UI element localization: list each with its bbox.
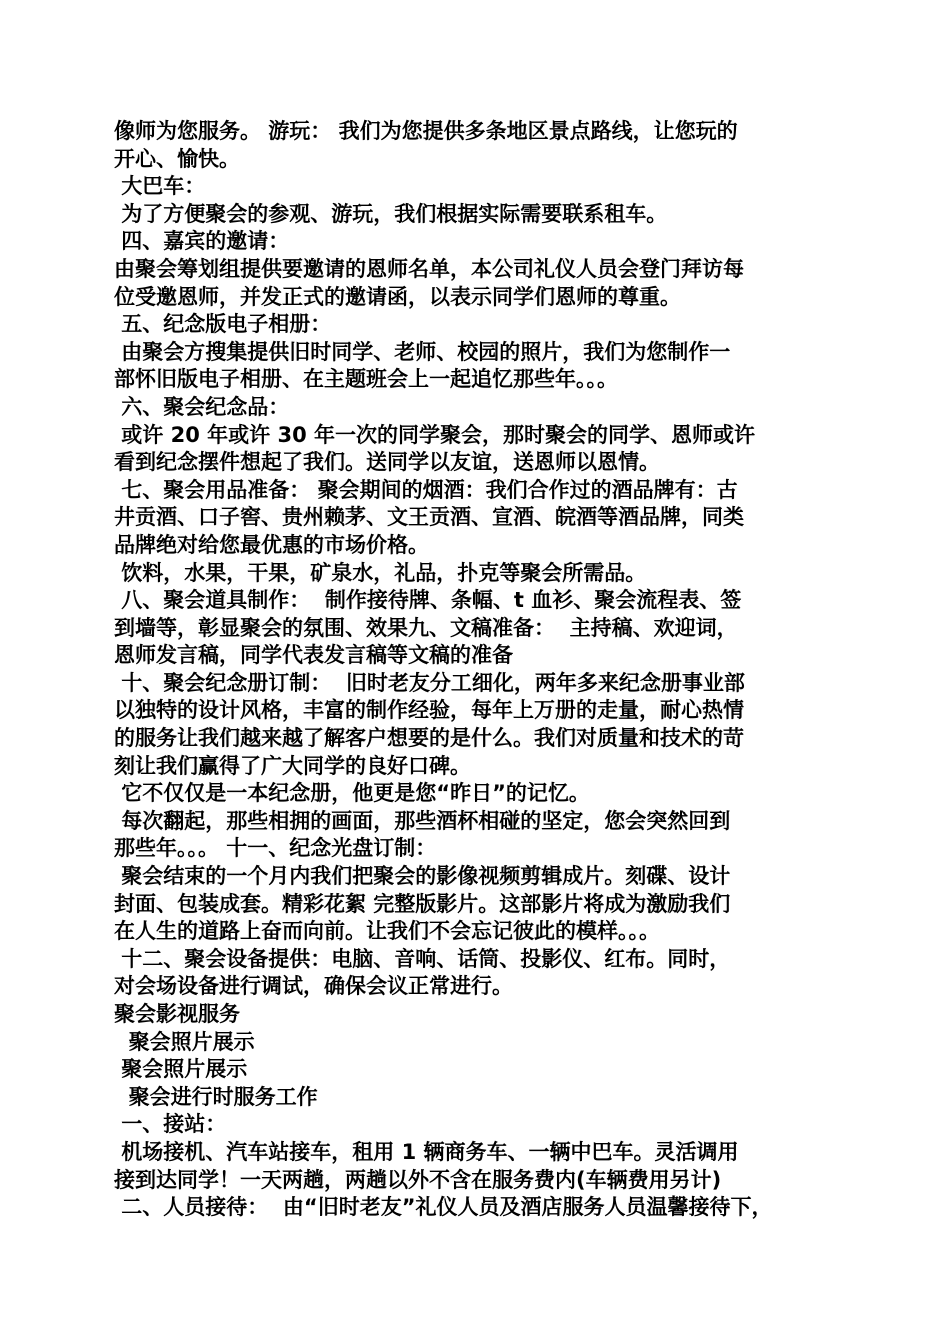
text-line: 的服务让我们越来越了解客户想要的是什么。我们对质量和技术的苛 xyxy=(114,726,744,751)
text-line: 像师为您服务。 游玩： 我们为您提供多条地区景点路线，让您玩的 xyxy=(114,119,738,143)
text-line: 饮料，水果，干果，矿泉水，礼品，扑克等聚会所需品。 xyxy=(114,560,647,585)
text-line: 为了方便聚会的参观、游玩，我们根据实际需要联系租车。 xyxy=(114,201,668,226)
section-heading: 六、聚会纪念品： xyxy=(114,394,290,419)
text-line: 接到达同学！一天两趟，两趟以外不含在服务费内(车辆费用另计) xyxy=(114,1167,722,1192)
text-line: 部怀旧版电子相册、在主题班会上一起追忆那些年。。。 xyxy=(114,367,618,392)
text-line: 到墙等，彰显聚会的氛围、效果九、文稿准备： 主持稿、欢迎词， xyxy=(114,615,738,640)
text-line: 十、聚会纪念册订制： 旧时老友分工细化，两年多来纪念册事业部 xyxy=(114,670,745,695)
text-line: 看到纪念摆件想起了我们。送同学以友谊，送恩师以恩情。 xyxy=(114,450,660,475)
text-line: 机场接机、汽车站接车，租用 1 辆商务车、一辆中巴车。灵活调用 xyxy=(114,1139,739,1164)
text-line: 或许 20 年或许 30 年一次的同学聚会，那时聚会的同学、恩师或许 xyxy=(114,422,756,447)
text-line: 由聚会筹划组提供要邀请的恩师名单，本公司礼仪人员会登门拜访每 xyxy=(114,256,744,281)
text-line: 它不仅仅是一本纪念册，他更是您“昨日”的记忆。 xyxy=(114,781,590,806)
text-line: 位受邀恩师，并发正式的邀请函，以表示同学们恩师的尊重。 xyxy=(114,284,681,309)
section-heading: 四、嘉宾的邀请： xyxy=(114,229,290,254)
text-line: 由聚会方搜集提供旧时同学、老师、校园的照片，我们为您制作一 xyxy=(114,339,731,364)
text-line: 那些年。。。 十一、纪念光盘订制： xyxy=(114,836,437,861)
text-line: 十二、聚会设备提供：电脑、音响、话筒、投影仪、红布。同时， xyxy=(114,946,731,971)
section-heading: 一、接站： xyxy=(114,1112,227,1137)
text-line: 每次翻起，那些相拥的画面，那些酒杯相碰的坚定，您会突然回到 xyxy=(114,808,731,833)
text-line: 封面、包装成套。精彩花絮 完整版影片。这部影片将成为激励我们 xyxy=(114,891,731,916)
text-line: 七、聚会用品准备： 聚会期间的烟酒：我们合作过的酒品牌有：古 xyxy=(114,477,738,502)
section-heading: 聚会影视服务 xyxy=(114,1002,240,1026)
text-line: 开心、愉快。 xyxy=(114,146,240,171)
section-heading: 聚会照片展示 xyxy=(114,1029,255,1054)
text-line: 聚会结束的一个月内我们把聚会的影像视频剪辑成片。刻碟、设计 xyxy=(114,864,731,889)
section-heading: 聚会进行时服务工作 xyxy=(114,1084,318,1109)
text-line: 二、人员接待： 由“旧时老友”礼仪人员及酒店服务人员温馨接待下， xyxy=(114,1195,773,1220)
text-line: 井贡酒、口子窖、贵州赖茅、文王贡酒、宣酒、皖酒等酒品牌，同类 xyxy=(114,505,744,530)
document-body xyxy=(114,118,850,1222)
text-line: 对会场设备进行调试，确保会议正常进行。 xyxy=(114,974,513,999)
section-heading: 五、纪念版电子相册： xyxy=(114,312,332,337)
text-line: 恩师发言稿，同学代表发言稿等文稿的准备 xyxy=(114,643,513,668)
text-line: 八、聚会道具制作： 制作接待牌、条幅、t 血衫、聚会流程表、签 xyxy=(114,588,742,613)
text-line: 品牌绝对给您最优惠的市场价格。 xyxy=(114,532,429,557)
section-heading: 聚会照片展示 xyxy=(114,1057,248,1082)
text-line: 在人生的道路上奋而向前。让我们不会忘记彼此的模样。。。 xyxy=(114,919,660,944)
text-line: 刻让我们赢得了广大同学的良好口碑。 xyxy=(114,753,471,778)
section-heading: 大巴车： xyxy=(114,174,206,199)
text-line: 以独特的设计风格，丰富的制作经验，每年上万册的走量，耐心热情 xyxy=(114,698,744,723)
